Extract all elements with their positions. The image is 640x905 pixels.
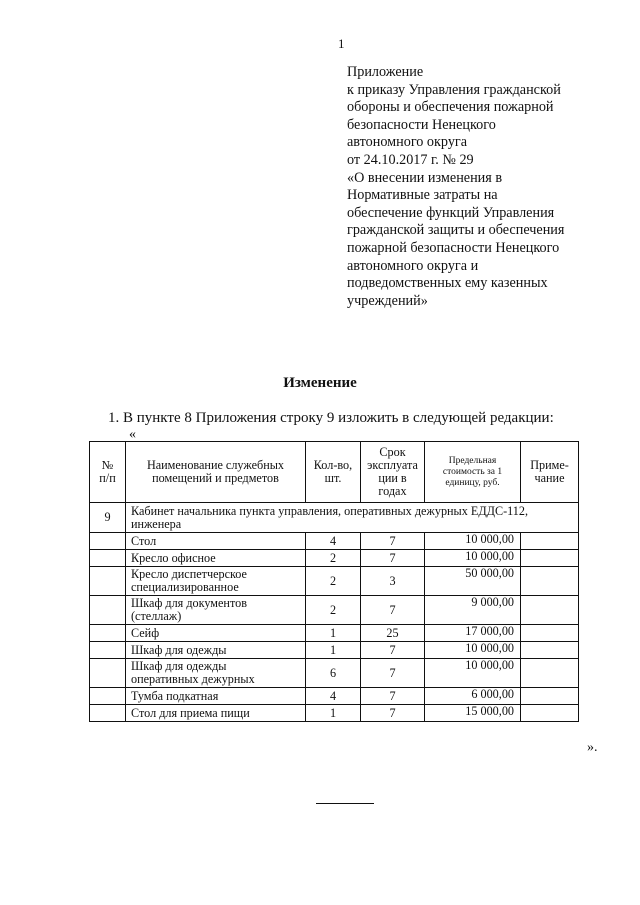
item-price: 17 000,00 [425, 625, 521, 642]
item-name [126, 567, 306, 596]
header-num [90, 442, 126, 503]
item-name-line: Шкаф для одежды [131, 642, 227, 657]
item-name [126, 659, 306, 688]
item-qty: 1 [306, 642, 361, 659]
item-term: 3 [361, 567, 425, 596]
item-name [126, 596, 306, 625]
item-qty: 6 [306, 659, 361, 688]
header-price-line: Предельная [448, 455, 497, 466]
header-name [126, 442, 306, 503]
row-num-cell [90, 567, 126, 596]
item-qty: 4 [306, 533, 361, 550]
item-note [521, 659, 579, 688]
header-term [361, 442, 425, 503]
appendix-line: к приказу Управления гражданской [347, 81, 561, 98]
row-num-cell [90, 550, 126, 567]
item-note [521, 567, 579, 596]
item-term: 7 [361, 550, 425, 567]
appendix-line: Нормативные затраты на [347, 187, 498, 204]
row-num-cell [90, 642, 126, 659]
table-row [90, 642, 579, 659]
item-term: 7 [361, 688, 425, 705]
group-title-line: Кабинет начальника пункта управления, оперативных дежурных ЕДДС-112, [131, 503, 529, 518]
item-note [521, 625, 579, 642]
item-name-line: Сейф [131, 625, 160, 640]
item-name-line: Стол для приема пищи [131, 705, 250, 720]
item-name [126, 705, 306, 722]
header-term-line: ции в [378, 471, 407, 485]
opening-quote: « [129, 427, 136, 442]
header-term-line: годах [378, 484, 407, 498]
appendix-header [347, 64, 607, 310]
item-name-line: специализированное [131, 580, 239, 594]
item-qty: 2 [306, 596, 361, 625]
item-qty: 1 [306, 705, 361, 722]
appendix-line: обороны и обеспечения пожарной [347, 99, 554, 116]
item-note [521, 596, 579, 625]
item-name-line: Шкаф для документов [131, 596, 247, 610]
page-number: 1 [338, 36, 345, 51]
group-title [126, 503, 579, 533]
header-num-line: п/п [99, 471, 116, 485]
item-note [521, 550, 579, 567]
item-term: 7 [361, 533, 425, 550]
header-term-line: эксплуата [367, 458, 418, 472]
row-num-cell [90, 688, 126, 705]
group-row [90, 503, 579, 533]
header-name-line: Наименование служебных [146, 458, 285, 472]
header-term-line: Срок [379, 445, 406, 459]
document-heading: Изменение [283, 375, 357, 391]
closing-quote: ». [587, 740, 598, 755]
item-name [126, 625, 306, 642]
table-row [90, 705, 579, 722]
item-price: 10 000,00 [425, 533, 521, 550]
row-num-cell [90, 625, 126, 642]
item-price: 15 000,00 [425, 705, 521, 722]
item-name-line: Кресло офисное [131, 550, 216, 565]
item-qty: 4 [306, 688, 361, 705]
bottom-rule [316, 803, 374, 804]
appendix-line: автономного округа [347, 134, 468, 151]
item-note [521, 688, 579, 705]
header-note-line: Приме- [530, 458, 569, 472]
appendix-line: обеспечение функций Управления [347, 204, 555, 221]
row-num-cell [90, 705, 126, 722]
appendix-line: автономного округа и [347, 257, 479, 274]
table-row [90, 533, 579, 550]
table-row [90, 567, 579, 596]
item-term: 7 [361, 596, 425, 625]
header-note-line: чание [534, 471, 565, 485]
item-price: 10 000,00 [425, 642, 521, 659]
appendix-line: учреждений» [347, 292, 428, 309]
item-note [521, 533, 579, 550]
item-name [126, 533, 306, 550]
header-price-line: стоимость за 1 [442, 466, 503, 477]
appendix-line: гражданской защиты и обеспечения [347, 222, 565, 239]
table-row [90, 625, 579, 642]
appendix-line: подведомственных ему казенных [347, 275, 548, 292]
item-qty: 2 [306, 567, 361, 596]
item-qty: 2 [306, 550, 361, 567]
table-row [90, 550, 579, 567]
item-qty: 1 [306, 625, 361, 642]
item-term: 7 [361, 705, 425, 722]
item-name-line: (стеллаж) [131, 609, 182, 623]
instruction-text: 1. В пункте 8 Приложения строку 9 изложить в следующей редакции: [108, 410, 554, 426]
item-price: 9 000,00 [425, 596, 521, 625]
header-name-line: помещений и предметов [152, 471, 279, 485]
header-num-line: № [101, 458, 114, 472]
header-qty-line: Кол-во, [313, 458, 353, 472]
appendix-line: Приложение [347, 64, 424, 80]
items-table [89, 441, 579, 722]
appendix-line: «О внесении изменения в [347, 169, 503, 186]
table-row [90, 688, 579, 705]
item-name-line: оперативных дежурных [131, 672, 255, 686]
table-row [90, 596, 579, 625]
item-name-line: Тумба подкатная [131, 688, 219, 703]
appendix-line: пожарной безопасности Ненецкого [347, 239, 560, 256]
group-title-line: инженера [131, 516, 182, 531]
group-num: 9 [90, 503, 126, 533]
appendix-line: от 24.10.2017 г. № 29 [347, 151, 474, 168]
item-price: 10 000,00 [425, 659, 521, 688]
table-row [90, 659, 579, 688]
item-note [521, 705, 579, 722]
item-name-line: Шкаф для одежды [131, 659, 227, 673]
item-name [126, 550, 306, 567]
item-note [521, 642, 579, 659]
item-price: 50 000,00 [425, 567, 521, 596]
item-name-line: Кресло диспетчерское [131, 567, 247, 581]
item-name [126, 688, 306, 705]
item-name [126, 642, 306, 659]
item-price: 10 000,00 [425, 550, 521, 567]
table-header-row [90, 442, 579, 503]
row-num-cell [90, 659, 126, 688]
item-term: 7 [361, 642, 425, 659]
item-term: 7 [361, 659, 425, 688]
item-price: 6 000,00 [425, 688, 521, 705]
row-num-cell [90, 596, 126, 625]
header-note [521, 442, 579, 503]
item-term: 25 [361, 625, 425, 642]
appendix-line: безопасности Ненецкого [347, 116, 496, 133]
header-qty [306, 442, 361, 503]
item-name-line: Стол [131, 533, 157, 548]
row-num-cell [90, 533, 126, 550]
header-price-line: единицу, руб. [445, 477, 500, 488]
header-qty-line: шт. [324, 471, 342, 485]
header-price [425, 442, 521, 503]
